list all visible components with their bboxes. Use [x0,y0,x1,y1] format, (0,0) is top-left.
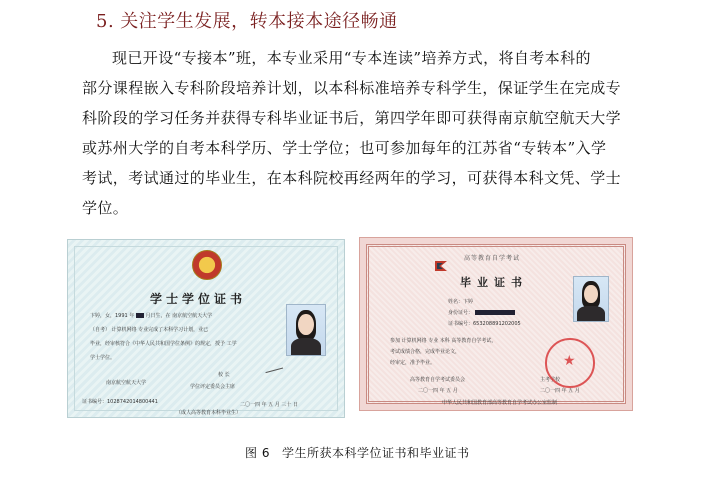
graduation-certificate-title: 毕业证书 [460,276,528,289]
major-text-part: 专业 本科 高等教育自学考试， [428,338,497,344]
degree-certificate-title: 学士学位证书 [150,292,247,306]
section-heading [96,7,398,33]
graduation-certificate-image [359,237,633,411]
issuer-footer: 中华人民共和国教育部高等教育自学考试办公室监制 [442,400,558,406]
body-paragraph [82,43,642,223]
certificate-note: （成人高等教育本科毕业生） [176,410,242,416]
certificate-date: 二〇一四 年 五 月 三十 日 [240,402,298,408]
committee-label: 高等教育自学考试委员会 [410,377,466,383]
school-label: 主考学校 [540,377,561,383]
exam-name: 高等教育自学考试 [464,255,521,262]
paragraph-line: 现已开设“专接本”班，本专业采用“专本连读”培养方式，将自考本科的 [112,49,591,67]
certificate-text: （自考） 计算机网络 专业完成了本科学习计划，业已 [90,327,209,333]
paragraph-line: 学位。 [82,199,129,217]
president-label: 校 长 [218,372,230,378]
major-text-part: 参加 计算机网络 [390,338,427,344]
approval-text: 经审定，准予毕业。 [390,360,436,366]
certificate-text [90,312,212,319]
official-seal [545,338,595,388]
id-label: 身份证号： [448,310,474,316]
degree-certificate-image [67,239,345,418]
completion-text: 考试成绩合格，完成毕业论文， [390,349,461,355]
section-title: 关注学生发展，转本接本途径畅通 [120,11,398,32]
paragraph-line: 考试，考试通过的毕业生，在本科院校再经两年的学习，可获得本科文凭、学士 [82,169,622,187]
national-emblem-icon [192,250,222,280]
student-photo [573,276,609,322]
id-number [448,309,515,316]
certificate-number: 证书编号：653208891202005 [448,321,521,327]
certificate-date: 二〇一四 年 五 月 [418,388,458,394]
paragraph-line: 或苏州大学的自考本科学历、学士学位；也可参加每年的江苏省“专转本”入学 [82,139,607,157]
section-number: 5. [96,11,115,32]
certificate-text: 学士学位。 [90,355,116,361]
university-name: 南京航空航天大学 [106,380,147,386]
committee-label: 学位评定委员会主席 [190,384,236,390]
student-name: 姓名：卞婷 [448,299,474,305]
exam-logo-icon [433,258,449,274]
certificate-text-part: 月日生，在 南京航空航天大学 [145,313,213,319]
figure-caption-text: 学生所获本科学位证书和毕业证书 [281,446,470,460]
certificate-text: 毕业，经审核符合《中华人民共和国学位条例》的规定，授予 工学 [90,341,237,347]
paragraph-line: 部分课程嵌入专科阶段培养计划，以本科标准培养专科学生，保证学生在完成专 [82,79,622,97]
figure-label: 图 6 [245,446,270,460]
figure-caption [245,444,469,461]
major-text [390,337,496,344]
certificate-text-part: 卞婷，女，1991 年 [90,313,135,319]
redaction-block [136,313,144,318]
paragraph-line: 科阶段的学习任务并获得专科毕业证书后，第四学年即可获得南京航空航天大学 [82,109,622,127]
certificate-number: 证书编号：1028742014800441 [82,399,158,405]
student-photo [286,304,326,356]
redaction-block [475,310,515,315]
certificate-date: 二〇一四 年 五 月 [540,388,580,394]
